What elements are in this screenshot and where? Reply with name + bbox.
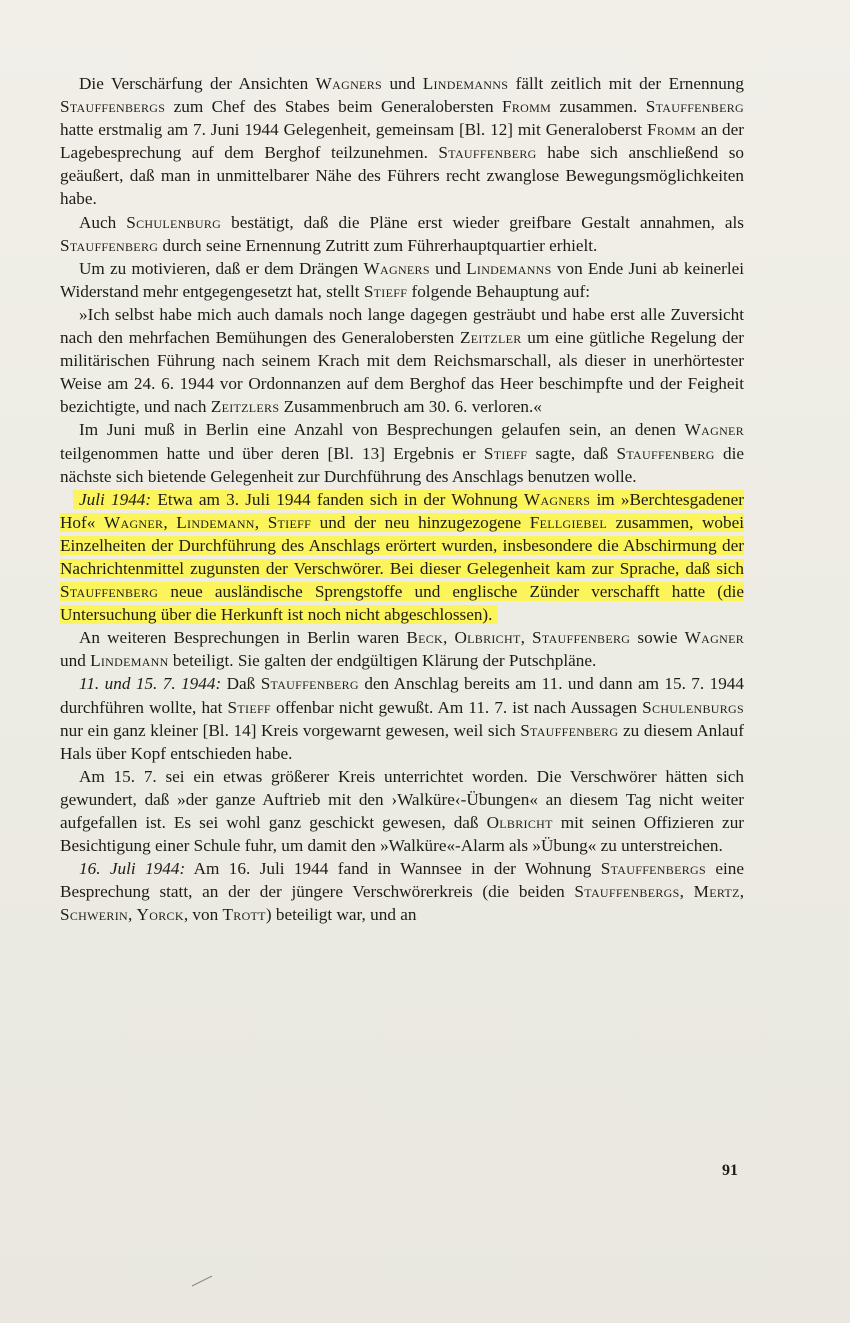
person-name: Olbricht (486, 813, 553, 832)
person-name: Stauffenberg (60, 235, 159, 255)
paragraph (60, 626, 744, 672)
person-name: Fromm (646, 120, 697, 140)
text-run: mit seinen Offizieren zur Besichtigung einer Schule fuhr, um damit den »Walküre«-Alarm als »Übung« zu unterstreichen. (60, 813, 745, 856)
person-name: Stauffenbergs (574, 882, 680, 902)
text-run: Daß (221, 674, 261, 694)
text-run: zu diesem Anlauf Hals über Kopf entschieden habe. (60, 720, 744, 763)
person-name: Stieff (267, 512, 312, 532)
person-name: Stieff (483, 443, 528, 463)
person-name: Stauffenberg (60, 582, 159, 602)
person-name: Stieff (363, 281, 408, 301)
text-run: den Anschlag bereits am 11. und dann am 15. 7. 1944 durchführen wollte, hat (60, 674, 744, 717)
person-name: Olbricht (454, 628, 521, 648)
text-run: , (163, 512, 177, 532)
text-run: um eine gütliche Regelung der militärischen Führung nach seinem Krach mit dem Reichsmarschall, als dieser in unerhörtester Weise am 24. 6. 1944 vor Ordonnanzen auf dem Berghof das Heer beschimpfte und der Feigheit bezichtigte, und nach (60, 328, 744, 417)
person-name: Lindemann (90, 651, 169, 671)
text-run: zusammen. (551, 97, 646, 117)
paragraph (60, 72, 744, 211)
highlight-marker (60, 490, 744, 624)
pen-mark-icon (190, 1274, 214, 1288)
text-run: , (739, 882, 744, 902)
person-name: Wagner (684, 420, 744, 440)
text-run: im »Berchtesgadener Hof« (60, 489, 744, 532)
paragraph (60, 257, 744, 303)
text-run: sagte, daß (527, 443, 617, 463)
person-name: Schwerin (60, 905, 128, 925)
text-run: durch seine Ernennung Zutritt zum Führerhauptquartier erhielt. (158, 235, 598, 255)
text-run: fällt zeitlich mit der Ernennung (508, 74, 744, 93)
text-run: und (429, 258, 467, 278)
text-run: »Ich selbst habe mich auch damals noch lange dagegen gesträubt und habe erst alle Zuversicht nach den mehrfachen Bemühungen des Generalobersten (60, 304, 744, 348)
text-run: Etwa am 3. Juli 1944 fanden sich in der Wohnung (151, 489, 524, 509)
paragraph (60, 672, 744, 764)
person-name: Lindemanns (466, 258, 552, 278)
text-run: und (381, 74, 423, 93)
person-name: Stauffenbergs (600, 859, 706, 879)
person-name: Wagner (684, 628, 745, 648)
date-heading: Juli 1944: (79, 489, 152, 509)
text-run: Am 16. Juli 1944 fand in Wannsee in der Wohnung (185, 859, 601, 879)
text-run: und der neu hinzugezogene (311, 512, 530, 532)
text-run: von Ende Juni ab keinerlei Widerstand mehr entgegengesetzt hat, stellt (60, 258, 744, 301)
person-name: Beck (406, 628, 443, 648)
person-name: Schulenburgs (642, 697, 744, 717)
text-run: zum Chef des Stabes beim Generalobersten (165, 97, 503, 117)
text-run: Im Juni muß in Berlin eine Anzahl von Besprechungen gelaufen sein, an denen (79, 420, 685, 440)
paragraph (60, 303, 744, 418)
text-run: zusammen, wobei Einzelheiten der Durchführung des Anschlags erörtert wurden, insbesondere die Abschirmung der Nachrichtenmittel zugunsten der Verschwörer. Bei dieser Gelegenheit kam zur Sprache, daß sich (60, 512, 745, 578)
person-name: Stauffenberg (260, 674, 359, 694)
text-run: Auch (79, 212, 127, 232)
person-name: Mertz (693, 882, 740, 902)
paragraph (60, 211, 744, 257)
person-name: Wagners (315, 74, 382, 93)
text-run: nur ein ganz kleiner [Bl. 14] Kreis vorgewarnt gewesen, weil sich (60, 720, 521, 740)
text-run: Um zu motivieren, daß er dem Drängen (79, 258, 364, 278)
text-run: , (127, 905, 137, 925)
text-run: teilgenommen hatte und über deren [Bl. 13] Ergebnis er (60, 443, 484, 463)
text-run: bestätigt, daß die Pläne erst wieder greifbare Gestalt annahmen, als (221, 212, 744, 232)
text-run: , (442, 628, 455, 648)
text-run: ) beteiligt war, und an (265, 905, 417, 925)
paragraph (60, 765, 744, 857)
text-run: Die Verschärfung der Ansichten (79, 74, 316, 93)
person-name: Zeitzler (459, 328, 522, 348)
person-name: Wagners (363, 258, 430, 278)
highlighted-paragraph (60, 488, 744, 627)
text-run: , (679, 882, 694, 902)
text-run: und (60, 651, 91, 671)
paragraph (60, 857, 744, 926)
person-name: Stauffenbergs (60, 97, 166, 117)
person-name: Schulenburg (126, 212, 222, 232)
body-text (60, 72, 744, 926)
text-run: , von (183, 905, 223, 925)
person-name: Fellgiebel (529, 512, 607, 532)
paragraph (60, 418, 744, 487)
person-name: Stauffenberg (520, 720, 619, 740)
person-name: Trott (222, 905, 266, 925)
text-run: eine Besprechung statt, an der der jüngere Verschwörerkreis (die beiden (60, 859, 744, 902)
text-run: habe sich anschließend so geäußert, daß man in unmittelbarer Nähe des Führers recht zwanglose Bewegungsmöglichkeiten habe. (60, 143, 744, 209)
person-name: Yorck (136, 905, 184, 925)
text-run: beteiligt. Sie galten der endgültigen Klärung der Putschpläne. (168, 651, 597, 671)
person-name: Lindemanns (422, 74, 509, 93)
person-name: Stieff (227, 697, 271, 717)
person-name: Fromm (502, 97, 552, 117)
text-run: die nächste sich bietende Gelegenheit zur Durchführung des Anschlags benutzen wolle. (60, 443, 744, 486)
date-heading: 16. Juli 1944: (79, 859, 186, 879)
text-run: folgende Behauptung auf: (407, 281, 590, 301)
text-run: An weiteren Besprechungen in Berlin waren (79, 628, 407, 648)
person-name: Wagners (523, 489, 591, 509)
person-name: Stauffenberg (438, 143, 537, 163)
date-heading: 11. und 15. 7. 1944: (79, 674, 222, 694)
text-run: hatte erstmalig am 7. Juni 1944 Gelegenheit, gemeinsam [Bl. 12] mit Generaloberst (60, 120, 647, 140)
text-run: neue ausländische Sprengstoffe und englische Zünder verschafft hatte (die Untersuchung über die Herkunft ist noch nicht abgeschlossen). (60, 582, 744, 625)
person-name: Lindemann (176, 512, 255, 532)
person-name: Zeitzlers (210, 397, 280, 417)
person-name: Stauffenberg (645, 97, 744, 117)
text-run: , (254, 512, 268, 532)
text-run: sowie (630, 628, 685, 648)
page-number: 91 (722, 1162, 738, 1179)
person-name: Stauffenberg (616, 443, 715, 463)
text-run: Am 15. 7. sei ein etwas größerer Kreis unterrichtet worden. Die Verschwörer hätten sich gewundert, daß »der ganze Auftrieb mit den ›Walküre‹-Übungen« an diesem Tag nicht weiter aufgefallen ist. Es sei wohl ganz geschickt gewesen, daß (60, 766, 744, 832)
text-run: , (520, 628, 533, 648)
person-name: Wagner (103, 512, 164, 532)
text-run: Zusammenbruch am 30. 6. verloren.« (279, 397, 542, 417)
person-name: Stauffenberg (532, 628, 631, 648)
text-run: an der Lagebesprechung auf dem Berghof teilzunehmen. (60, 120, 744, 163)
text-run: offenbar nicht gewußt. Am 11. 7. ist nach Aussagen (270, 697, 643, 717)
